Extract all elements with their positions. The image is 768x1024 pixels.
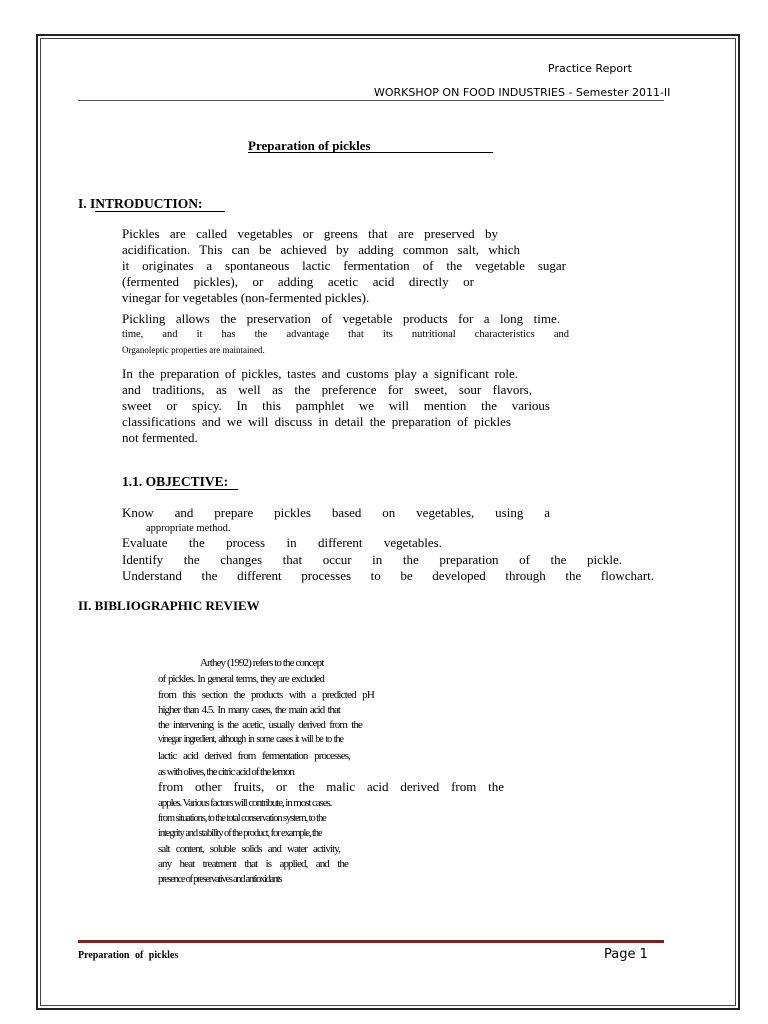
intro-para3-line2: and traditions, as well as the preference for sweet, sour flavors, xyxy=(122,382,532,397)
title-underline xyxy=(248,152,493,153)
objective-line5: Understand the different processes to be developed through the flowchart. xyxy=(122,568,654,583)
review-line9: from other fruits, or the malic acid derived from the xyxy=(158,779,504,794)
page-number: Page 1 xyxy=(604,947,648,962)
review-line2: of pickles. In general terms, they are excluded xyxy=(158,673,324,685)
review-line15: presence of preservatives and antioxidants xyxy=(158,874,282,885)
objective-underline xyxy=(156,489,238,490)
review-heading: II. BIBLIOGRAPHIC REVIEW xyxy=(78,598,260,613)
objective-heading: 1.1. OBJECTIVE: xyxy=(122,474,229,489)
review-line5: the intervening is the acetic, usually derived from the xyxy=(158,719,362,731)
intro-para2-line3: Organoleptic properties are maintained. xyxy=(122,345,265,355)
footer-rule xyxy=(78,940,664,943)
header-workshop: WORKSHOP ON FOOD INDUSTRIES - Semester 2011-II xyxy=(374,86,671,99)
intro-para1-line3: it originates a spontaneous lactic fermentation of the vegetable sugar xyxy=(122,258,566,273)
header-rule xyxy=(78,100,664,101)
review-line11: from situations, to the total conservation system, to the xyxy=(158,813,326,824)
review-line3: from this section the products with a predicted pH xyxy=(158,689,374,701)
review-line10: apples. Various factors will contribute, in most cases. xyxy=(158,797,332,809)
header-report-type: Practice Report xyxy=(548,62,632,75)
intro-para1-line5: vinegar for vegetables (non-fermented pickles). xyxy=(122,290,370,305)
review-line4: higher than 4.5. In many cases, the main acid that xyxy=(158,704,340,716)
intro-para1-line2: acidification. This can be achieved by adding common salt, which xyxy=(122,242,520,257)
intro-para3-line5: not fermented. xyxy=(122,430,198,445)
intro-para1-line4: (fermented pickles), or adding acetic acid directly or xyxy=(122,274,474,289)
page-border-inner xyxy=(40,38,736,1006)
objective-line1: Know and prepare pickles based on vegetables, using a xyxy=(122,505,550,520)
intro-para3-line3: sweet or spicy. In this pamphlet we will mention the various xyxy=(122,398,550,413)
intro-para1-line1: Pickles are called vegetables or greens that are preserved by xyxy=(122,226,498,241)
review-line14: any heat treatment that is applied, and the xyxy=(158,858,348,870)
review-line13: salt content, soluble solids and water activity, xyxy=(158,843,340,855)
intro-para2-line2: time, and it has the advantage that its nutritional characteristics and xyxy=(122,329,569,340)
objective-line4: Identify the changes that occur in the preparation of the pickle. xyxy=(122,552,622,567)
review-line12: integrity and stability of the product, for example, the xyxy=(158,828,322,839)
objective-line3: Evaluate the process in different vegetables. xyxy=(122,535,442,550)
introduction-heading: I. INTRODUCTION: xyxy=(78,196,203,211)
intro-para3-line1: In the preparation of pickles, tastes and customs play a significant role. xyxy=(122,366,518,381)
intro-para2-line1: Pickling allows the preservation of vegetable products for a long time. xyxy=(122,311,560,326)
footer-title: Preparation of pickles xyxy=(78,950,179,961)
intro-para3-line4: classifications and we will discuss in detail the preparation of pickles xyxy=(122,414,511,429)
objective-line2: appropriate method. xyxy=(146,523,231,534)
introduction-underline xyxy=(95,211,225,212)
review-line8: as with olives, the citric acid of the lemon xyxy=(158,766,294,778)
document-title: Preparation of pickles xyxy=(248,138,371,153)
review-line6: vinegar ingredient, although in some cases it will be to the xyxy=(158,734,343,745)
review-line1: Arthey (1992) refers to the concept xyxy=(200,657,324,669)
review-line7: lactic acid derived from fermentation processes, xyxy=(158,750,350,762)
